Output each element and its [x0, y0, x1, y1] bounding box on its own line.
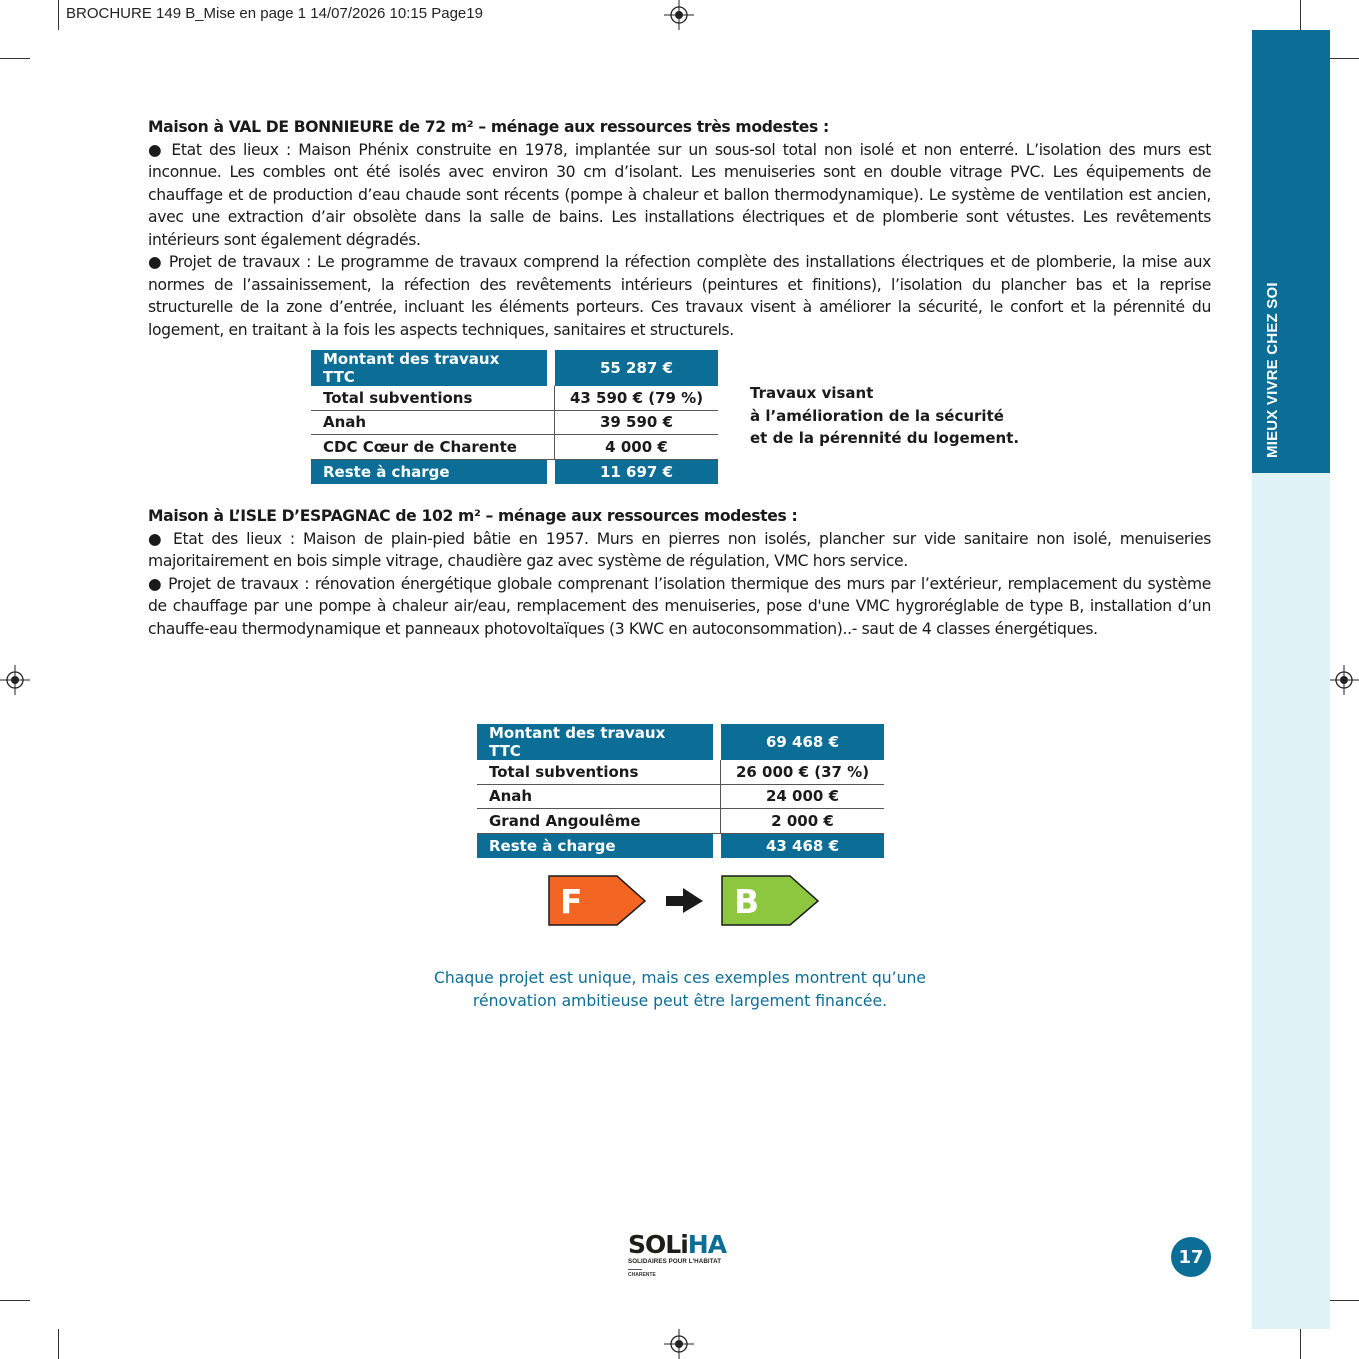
- logo-region: CHARENTE: [628, 1272, 656, 1278]
- table-row: [477, 760, 884, 785]
- section-1-heading: Maison à VAL DE BONNIEURE de 72 m² – ménage aux ressources très modestes :: [148, 118, 829, 136]
- closing-note: [380, 967, 980, 1012]
- energy-class-to-label: B: [734, 882, 760, 921]
- closing-line: rénovation ambitieuse peut être largement financée.: [472, 991, 888, 1010]
- crop-mark: [58, 1329, 59, 1359]
- table-row: [477, 785, 884, 810]
- row-label: Total subventions: [477, 760, 721, 785]
- row-label: Total subventions: [311, 386, 555, 411]
- table-row: [477, 834, 884, 859]
- registration-mark-icon: [1329, 665, 1359, 695]
- row-value: 26 000 € (37 %): [721, 760, 884, 785]
- registration-mark-icon: [664, 1329, 694, 1359]
- row-value: 43 590 € (79 %): [555, 386, 718, 411]
- row-label: Montant des travaux TTC: [477, 724, 721, 760]
- row-label: Anah: [311, 411, 555, 436]
- section-2-finance-table: [477, 724, 884, 858]
- table-row: [311, 435, 718, 460]
- note-line: Travaux visant: [750, 384, 874, 402]
- table-row: [311, 386, 718, 411]
- crop-mark: [0, 58, 30, 59]
- section-1-text: [148, 116, 1211, 341]
- right-arrow-icon: [666, 888, 703, 913]
- crop-mark: [0, 1300, 30, 1301]
- page-number: 17: [1171, 1237, 1211, 1277]
- note-line: à l’amélioration de la sécurité: [750, 406, 1004, 425]
- logo-tagline: SOLIDAIRES POUR L'HABITAT: [628, 1258, 722, 1265]
- row-label: Montant des travaux TTC: [311, 350, 555, 386]
- row-value: 2 000 €: [721, 809, 884, 834]
- registration-mark-icon: [664, 0, 694, 30]
- crop-mark: [1329, 1300, 1359, 1301]
- table-row: [311, 411, 718, 436]
- row-value: 55 287 €: [555, 350, 718, 386]
- row-label: Anah: [477, 785, 721, 810]
- row-value: 69 468 €: [721, 724, 884, 760]
- section-1-etat: ● Etat des lieux : Maison Phénix construite en 1978, implantée sur un sous-sol total non isolé et non enterré. L’isolation des murs est inconnue. Les combles ont été isolés avec environ 30 cm d’isolant. Les menuiseries sont en double vitrage PVC. Les équipements de chauffage et de production d’eau chaude sont récents (pompe à chaleur et ballon thermodynamique). Le système de ventilation est ancien, avec une extraction d’air obsolète dans la salle de bains. Les installations électriques et de plomberie sont vétustes. Les revêtements intérieurs sont également dégradés.: [148, 140, 1211, 249]
- section-2-text: [148, 505, 1211, 640]
- row-label: CDC Cœur de Charente: [311, 435, 555, 460]
- energy-class-from-label: F: [560, 882, 583, 921]
- logo-divider: [628, 1269, 642, 1270]
- print-slug: BROCHURE 149 B_Mise en page 1 14/07/2026 10:15 Page19: [66, 5, 483, 22]
- row-label: Grand Angoulême: [477, 809, 721, 834]
- table-row: [477, 809, 884, 834]
- crop-mark: [1300, 0, 1301, 30]
- section-2-etat: ● Etat des lieux : Maison de plain-pied bâtie en 1957. Murs en pierres non isolés, plancher sur vide sanitaire non isolé, menuiseries majoritairement en bois simple vitrage, chaudière gaz avec système de régulation, VMC hors service.: [148, 529, 1211, 570]
- table-row: [311, 460, 718, 485]
- logo-wordmark: SOLiHA: [628, 1230, 727, 1259]
- crop-mark: [58, 0, 59, 30]
- table-row: [311, 350, 718, 386]
- note-line: et de la pérennité du logement.: [750, 429, 1020, 447]
- row-value: 24 000 €: [721, 785, 884, 810]
- energy-class-change: [548, 875, 823, 929]
- row-value: 11 697 €: [555, 460, 718, 485]
- closing-line: Chaque projet est unique, mais ces exemples montrent qu’une: [434, 969, 926, 987]
- row-value: 43 468 €: [721, 834, 884, 859]
- registration-mark-icon: [0, 665, 30, 695]
- section-2-projet: ● Projet de travaux : rénovation énergétique globale comprenant l’isolation thermique des murs par l’extérieur, remplacement du système de chauffage par une pompe à chaleur air/eau, remplacement des menuiseries, pose d'une VMC hygroréglable de type B, installation d’un chauffe-eau thermodynamique et panneaux photovoltaïques (3 KWC en autoconsommation)..- saut de 4 classes énergétiques.: [148, 574, 1211, 638]
- row-value: 39 590 €: [555, 411, 718, 436]
- sidebar-title: MIEUX VIVRE CHEZ SOI: [1264, 282, 1281, 458]
- table-row: [477, 724, 884, 760]
- section-2-heading: Maison à L’ISLE D’ESPAGNAC de 102 m² – ménage aux ressources modestes :: [148, 507, 798, 525]
- crop-mark: [1300, 1329, 1301, 1359]
- crop-mark: [1329, 58, 1359, 59]
- section-1-projet: ● Projet de travaux : Le programme de travaux comprend la réfection complète des installations électriques et de plomberie, la mise aux normes de l’assainissement, la réfection des revêtements intérieurs (peintures et finitions), l’isolation du plancher bas et la reprise structurelle de la zone d’entrée, incluant les éléments porteurs. Ces travaux visent à améliorer la sécurité, le confort et la pérennité du logement, en traitant à la fois les aspects techniques, sanitaires et structurels.: [148, 253, 1211, 339]
- row-value: 4 000 €: [555, 435, 718, 460]
- soliha-logo: [628, 1232, 728, 1280]
- sidebar-band-light: [1252, 473, 1330, 1329]
- row-label: Reste à charge: [477, 834, 721, 859]
- row-label: Reste à charge: [311, 460, 555, 485]
- section-1-finance-table: [311, 350, 718, 484]
- section-1-note: [750, 382, 1019, 450]
